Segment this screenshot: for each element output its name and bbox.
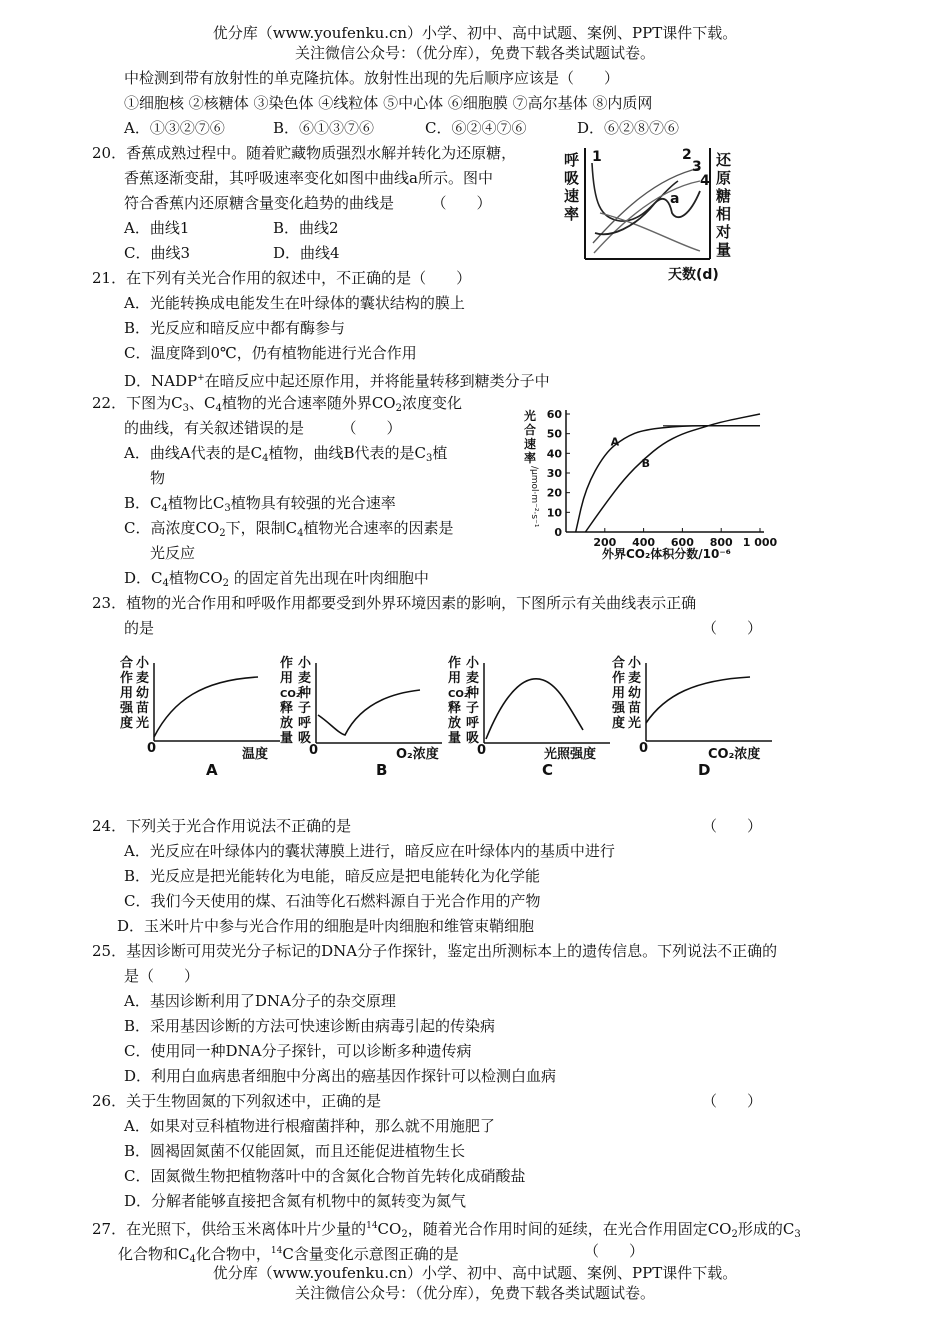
q23-b-curve	[318, 690, 420, 735]
q22-ytick-label: 10	[546, 506, 562, 520]
q20-option-a: A．曲线1	[124, 219, 190, 237]
page-footer-line2: 关注微信公众号：（优分库），免费下载各类试题试卷。	[294, 1284, 655, 1302]
q26-option-c: C．固氮微生物把植物落叶中的含氮化合物首先转化成硝酸盐	[124, 1167, 526, 1185]
q23-graph-c	[448, 655, 618, 780]
q19-option-c: C．⑥②④⑦⑥	[425, 119, 527, 137]
q22-ylabel-2: 合	[524, 423, 537, 437]
q22-ytick-label: 20	[546, 486, 562, 500]
q23-c-curve	[486, 679, 583, 739]
q24-option-b: B．光反应是把光能转化为电能，暗反应是把电能转化为化学能	[124, 867, 541, 885]
q22-xtick-label: 800	[709, 536, 733, 549]
q23-d-curve	[646, 677, 750, 723]
q27-stem-line2: 化合物和$C_4$化合物中，$^{14}$C含量变化示意图正确的是	[118, 1245, 459, 1265]
q22-ylabel-4: 率	[524, 451, 537, 465]
q22-co2-chart	[518, 400, 778, 568]
q22-xtick-label: 400	[632, 536, 656, 549]
q20-label-4: 4	[700, 173, 710, 189]
q20-ylabel-right-2: 原	[716, 169, 732, 187]
q22-option-b: B．$C_4$植物比$C_3$植物具有较强的光合速率	[124, 494, 396, 514]
q21-option-d: D．NADP+在暗反应中起还原作用，并将能量转移到糖类分子中	[124, 372, 550, 390]
q23-b-letter: B	[376, 761, 388, 779]
q20-ylabel-left-4: 率	[564, 205, 580, 223]
q23-c-letter: C	[542, 761, 554, 779]
q23-d-letter: D	[698, 761, 711, 779]
q23-graph-a	[118, 655, 288, 780]
q25-option-d: D．利用白血病患者细胞中分离出的癌基因作探针可以检测白血病	[124, 1067, 557, 1085]
q20-stem-line3: 符合香蕉内还原糖含量变化趋势的曲线是 （ ）	[124, 194, 492, 212]
page-header-line2: 关注微信公众号：（优分库），免费下载各类试题试卷。	[294, 44, 655, 62]
q23-answer-paren: （ ）	[702, 619, 763, 637]
q26-option-a: A．如果对豆科植物进行根瘤菌拌种，那么就不用施肥了	[124, 1117, 495, 1135]
q22-series-B	[585, 414, 760, 532]
q19-option-b: B．⑥①③⑦⑥	[273, 119, 375, 137]
q22-xtick-label: 200	[593, 536, 617, 549]
q22-option-c-line2: 光反应	[150, 544, 196, 562]
q23-a-letter: A	[206, 761, 218, 779]
q20-label-3: 3	[692, 159, 702, 175]
q22-ytick-label: 50	[546, 427, 562, 441]
q20-label-2: 2	[682, 147, 692, 163]
q27-stem-line1: 27．在光照下，供给玉米离体叶片少量的$^{14}CO_2$，随着光合作用时间的延续，在光合作用固定$CO_2$形成的$C_3$	[92, 1220, 801, 1240]
q22-stem-line1: 22．下图为$C_3$、$C_4$植物的光合速率随外界$CO_2$浓度变化	[92, 394, 462, 414]
q20-stem-line2: 香蕉逐渐变甜，其呼吸速率变化如图中曲线a所示。图中	[124, 169, 493, 187]
q25-option-c: C．使用同一种DNA分子探针，可以诊断多种遗传病	[124, 1042, 472, 1060]
q23-a-ylabel: 小麦幼苗光 合作用强度	[120, 656, 150, 731]
q23-c-origin: 0	[477, 743, 487, 758]
q20-label-1: 1	[592, 149, 602, 165]
q20-label-a: a	[670, 191, 680, 207]
q26-option-b: B．圆褐固氮菌不仅能固氮，而且还能促进植物生长	[124, 1142, 466, 1160]
q24-option-c: C．我们今天使用的煤、石油等化石燃料源自于光合作用的产物	[124, 892, 541, 910]
q20-ylabel-left-3: 速	[564, 187, 580, 205]
q25-stem-line1: 25．基因诊断可用荧光分子标记的DNA分子作探针，鉴定出所测标本上的遗传信息。下列说法不正确的	[92, 942, 778, 960]
q23-b-xlabel: O₂浓度	[396, 747, 439, 762]
q22-stem-line2: 的曲线，有关叙述错误的是 （ ）	[124, 419, 402, 437]
q23-c-xlabel: 光照强度	[544, 747, 597, 762]
q20-banana-chart	[560, 143, 740, 283]
q19-option-d: D．⑥②⑧⑦⑥	[577, 119, 680, 137]
q22-ytick-label: 40	[546, 447, 562, 461]
q25-option-a: A．基因诊断利用了DNA分子的杂交原理	[124, 992, 396, 1010]
q20-ylabel-right-4: 相	[716, 205, 732, 223]
q22-option-a-line2: 物	[150, 469, 166, 487]
q26-option-d: D．分解者能够直接把含氮有机物中的氮转变为氮气	[124, 1192, 467, 1210]
q21-option-c: C．温度降到0℃，仍有植物能进行光合作用	[124, 344, 417, 362]
q22-series-label-B: B	[641, 457, 651, 471]
q23-stem-line1: 23．植物的光合作用和呼吸作用都要受到外界环境因素的影响，下图所示有关曲线表示正确	[92, 594, 697, 612]
q25-option-b: B．采用基因诊断的方法可快速诊断由病毒引起的传染病	[124, 1017, 496, 1035]
q23-d-ylabel: 小麦幼苗光 合作用强度	[612, 656, 642, 731]
q19-option-a: A．①③②⑦⑥	[124, 119, 225, 137]
q23-graph-d	[610, 655, 785, 780]
q20-curve-a	[595, 191, 700, 234]
q20-xlabel: 天数(d)	[668, 267, 719, 283]
q20-ylabel-right-1: 还	[716, 151, 732, 169]
q26-answer-paren: （ ）	[702, 1092, 763, 1110]
q24-answer-paren: （ ）	[702, 817, 763, 835]
q20-curve-1	[592, 163, 678, 221]
q21-option-b: B．光反应和暗反应中都有酶参与	[124, 319, 346, 337]
q22-yunit: /μmol·m⁻²·s⁻¹	[529, 466, 539, 528]
q23-graph-b	[280, 655, 450, 780]
q21-stem: 21．在下列有关光合作用的叙述中，不正确的是（ ）	[92, 269, 472, 287]
q23-d-origin: 0	[639, 741, 649, 756]
q19-stem: 中检测到带有放射性的单克隆抗体。放射性出现的先后顺序应该是（ ）	[124, 69, 620, 87]
q20-option-c: C．曲线3	[124, 244, 191, 262]
q22-ylabel-3: 速	[524, 437, 537, 451]
q23-a-curve	[154, 677, 258, 737]
q24-option-a: A．光反应在叶绿体内的囊状薄膜上进行，暗反应在叶绿体内的基质中进行	[124, 842, 615, 860]
q23-a-origin: 0	[147, 741, 157, 756]
q22-option-c-line1: C．高浓度$CO_2$下，限制$C_4$植物光合速率的因素是	[124, 519, 454, 539]
q20-ylabel-right-5: 对	[716, 223, 732, 241]
q22-series-label-A: A	[610, 435, 620, 449]
q20-ylabel-right-3: 糖	[716, 187, 732, 205]
q26-stem: 26．关于生物固氮的下列叙述中，正确的是	[92, 1092, 382, 1110]
q21-option-a: A．光能转换成电能发生在叶绿体的囊状结构的膜上	[124, 294, 465, 312]
q23-b-ylabel: 小麦种子呼吸 作用 CO₂ 释放量	[280, 656, 312, 746]
q20-option-b: B．曲线2	[273, 219, 339, 237]
q23-d-xlabel: CO₂浓度	[708, 747, 761, 762]
q23-c-ylabel: 小麦种子呼吸 作用 CO₂ 释放量	[448, 656, 480, 746]
q20-stem-line1: 20．香蕉成熟过程中。随着贮藏物质强烈水解并转化为还原糖，	[92, 144, 517, 162]
q23-stem-line2: 的是	[124, 619, 155, 637]
q22-ytick-label: 30	[546, 467, 562, 480]
q22-ytick-label: 60	[546, 408, 562, 421]
q23-a-xlabel: 温度	[242, 747, 269, 762]
q22-option-a-line1: A．曲线A代表的是$C_4$植物，曲线B代表的是$C_3$植	[124, 444, 448, 464]
q22-xtick-label: 1 000	[742, 536, 778, 549]
q27-answer-paren: （ ）	[584, 1242, 645, 1260]
q23-b-origin: 0	[309, 743, 319, 758]
page-header-line1: 优分库（www.youfenku.cn）小学、初中、高中试题、案例、PPT课件下载。	[212, 24, 738, 42]
q22-ytick-label: 0	[554, 526, 562, 539]
q20-ylabel-left-2: 吸	[564, 169, 580, 187]
q22-xtick-label: 600	[670, 536, 694, 549]
q20-option-d: D．曲线4	[273, 244, 340, 262]
q22-xlabel: 外界CO₂体积分数/10⁻⁶	[602, 547, 731, 561]
q20-ylabel-right-6: 量	[716, 241, 732, 259]
q24-stem: 24．下列关于光合作用说法不正确的是	[92, 817, 352, 835]
page-footer-line1: 优分库（www.youfenku.cn）小学、初中、高中试题、案例、PPT课件下载。	[212, 1264, 738, 1282]
q19-items: ①细胞核 ②核糖体 ③染色体 ④线粒体 ⑤中心体 ⑥细胞膜 ⑦高尔基体 ⑧内质网	[124, 94, 653, 112]
q25-stem-line2: 是（ ）	[124, 967, 200, 985]
q24-option-d: D．玉米叶片中参与光合作用的细胞是叶肉细胞和维管束鞘细胞	[117, 917, 535, 935]
q22-option-d: D．$C_4$植物$CO_2$ 的固定首先出现在叶肉细胞中	[124, 569, 429, 589]
q22-ylabel-1: 光	[524, 409, 537, 423]
q20-ylabel-left-1: 呼	[564, 151, 580, 169]
